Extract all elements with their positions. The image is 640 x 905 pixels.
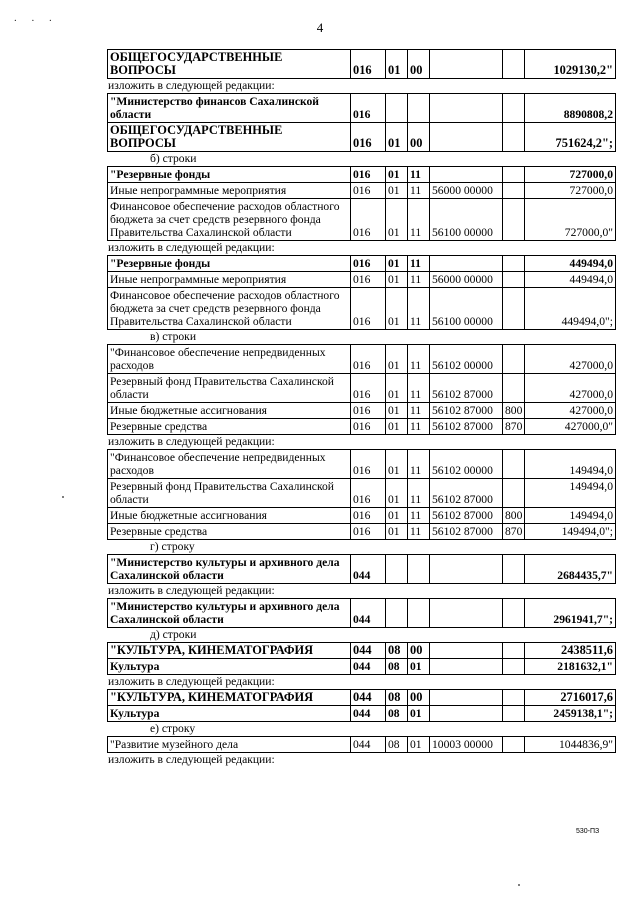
row-ministry-code: 016 [351, 167, 386, 183]
table-row [108, 288, 616, 330]
budget-amendments [107, 49, 615, 767]
row-expense-type [503, 50, 525, 79]
instruction-text: изложить в следующей редакции: [108, 79, 275, 92]
row-amount: 149494,0 [525, 450, 616, 479]
table-row [108, 690, 616, 706]
row-target-article: 56100 00000 [430, 288, 503, 330]
table-row [108, 419, 616, 435]
row-amount: 149494,0 [525, 508, 616, 524]
row-expense-type [503, 256, 525, 272]
row-amount: 2716017,6 [525, 690, 616, 706]
table-row [108, 479, 616, 508]
table-row [108, 643, 616, 659]
row-expense-type: 800 [503, 403, 525, 419]
row-name: Резервный фонд Правительства Сахалинской области [108, 479, 351, 508]
instruction-text: изложить в следующей редакции: [108, 753, 275, 766]
row-name: "Резервные фонды [108, 167, 351, 183]
table-row [108, 256, 616, 272]
instruction-text: б) строки [150, 152, 197, 165]
row-amount: 449494,0 [525, 272, 616, 288]
row-ministry-code: 016 [351, 256, 386, 272]
row-target-article [430, 555, 503, 584]
row-name: Резервные средства [108, 419, 351, 435]
table-row [108, 524, 616, 540]
row-section: 08 [386, 737, 408, 753]
row-subsection: 11 [408, 345, 430, 374]
instruction-text: в) строки [150, 330, 197, 343]
row-target-article [430, 167, 503, 183]
row-section [386, 599, 408, 628]
row-target-article: 56102 00000 [430, 450, 503, 479]
row-expense-type: 870 [503, 419, 525, 435]
instruction-text: изложить в следующей редакции: [108, 584, 275, 597]
row-section [386, 94, 408, 123]
row-section: 01 [386, 50, 408, 79]
row-subsection: 11 [408, 479, 430, 508]
table-row [108, 167, 616, 183]
row-section: 01 [386, 374, 408, 403]
row-subsection: 11 [408, 167, 430, 183]
row-subsection: 00 [408, 643, 430, 659]
row-ministry-code: 016 [351, 403, 386, 419]
row-ministry-code: 016 [351, 374, 386, 403]
row-section: 01 [386, 272, 408, 288]
row-subsection: 11 [408, 403, 430, 419]
row-subsection: 11 [408, 524, 430, 540]
row-expense-type [503, 706, 525, 722]
row-name: "КУЛЬТУРА, КИНЕМАТОГРАФИЯ [108, 643, 351, 659]
row-expense-type [503, 690, 525, 706]
instruction-text: г) строку [150, 540, 195, 553]
row-section: 08 [386, 706, 408, 722]
table-row [108, 50, 616, 79]
row-amount: 8890808,2 [525, 94, 616, 123]
table-row [108, 706, 616, 722]
row-name: Резервные средства [108, 524, 351, 540]
row-amount: 149494,0"; [525, 524, 616, 540]
row-amount: 427000,0 [525, 403, 616, 419]
row-subsection: 00 [408, 50, 430, 79]
row-amount: 149494,0 [525, 479, 616, 508]
row-target-article [430, 690, 503, 706]
row-amount: 727000,0 [525, 167, 616, 183]
budget-table [107, 166, 616, 241]
table-row [108, 450, 616, 479]
row-expense-type [503, 374, 525, 403]
row-subsection: 01 [408, 737, 430, 753]
table-row [108, 659, 616, 675]
scan-speck [518, 884, 520, 886]
table-row [108, 599, 616, 628]
table-row [108, 508, 616, 524]
row-name: Резервный фонд Правительства Сахалинской области [108, 374, 351, 403]
row-target-article: 56000 00000 [430, 183, 503, 199]
instruction-text: изложить в следующей редакции: [108, 241, 275, 254]
row-section: 01 [386, 450, 408, 479]
budget-table [107, 689, 616, 722]
row-section: 01 [386, 508, 408, 524]
budget-table [107, 598, 616, 628]
row-section: 01 [386, 479, 408, 508]
instruction-text: изложить в следующей редакции: [108, 675, 275, 688]
row-subsection [408, 94, 430, 123]
row-name: "Развитие музейного дела [108, 737, 351, 753]
row-name: Культура [108, 706, 351, 722]
budget-table [107, 255, 616, 330]
row-name: "Финансовое обеспечение непредвиденных расходов [108, 450, 351, 479]
row-ministry-code: 016 [351, 94, 386, 123]
row-section: 08 [386, 690, 408, 706]
row-subsection: 00 [408, 123, 430, 152]
budget-table [107, 642, 616, 675]
document-code: 530-ПЗ [576, 828, 600, 835]
row-name: Финансовое обеспечение расходов областного бюджета за счет средств резервного фонда Правительства Сахалинской области [108, 288, 351, 330]
row-ministry-code: 016 [351, 450, 386, 479]
row-expense-type: 870 [503, 524, 525, 540]
table-row [108, 272, 616, 288]
row-expense-type [503, 555, 525, 584]
row-target-article: 56102 00000 [430, 345, 503, 374]
row-subsection: 11 [408, 450, 430, 479]
row-expense-type [503, 94, 525, 123]
row-ministry-code: 016 [351, 524, 386, 540]
row-ministry-code: 016 [351, 123, 386, 152]
row-name: "Министерство культуры и архивного дела Сахалинской области [108, 555, 351, 584]
row-ministry-code: 016 [351, 479, 386, 508]
row-subsection: 01 [408, 706, 430, 722]
table-row [108, 555, 616, 584]
row-expense-type: 800 [503, 508, 525, 524]
budget-table [107, 93, 616, 152]
row-target-article: 56102 87000 [430, 403, 503, 419]
row-target-article [430, 659, 503, 675]
row-name: Иные непрограммные мероприятия [108, 183, 351, 199]
row-subsection: 11 [408, 419, 430, 435]
row-subsection: 00 [408, 690, 430, 706]
row-name: Иные непрограммные мероприятия [108, 272, 351, 288]
row-amount: 449494,0 [525, 256, 616, 272]
row-target-article [430, 94, 503, 123]
budget-table [107, 344, 616, 435]
row-ministry-code: 016 [351, 419, 386, 435]
row-target-article: 56102 87000 [430, 479, 503, 508]
row-target-article [430, 706, 503, 722]
row-target-article [430, 599, 503, 628]
row-ministry-code: 016 [351, 183, 386, 199]
row-subsection: 11 [408, 288, 430, 330]
row-subsection: 11 [408, 508, 430, 524]
row-subsection: 11 [408, 256, 430, 272]
row-expense-type [503, 183, 525, 199]
row-ministry-code: 044 [351, 555, 386, 584]
instruction-text: е) строку [150, 722, 196, 735]
row-subsection: 11 [408, 272, 430, 288]
row-amount: 2684435,7" [525, 555, 616, 584]
table-row [108, 374, 616, 403]
row-subsection: 11 [408, 199, 430, 241]
row-section: 01 [386, 167, 408, 183]
row-amount: 751624,2"; [525, 123, 616, 152]
instruction-text: д) строки [150, 628, 197, 641]
row-amount: 2961941,7"; [525, 599, 616, 628]
row-section: 01 [386, 256, 408, 272]
row-name: Финансовое обеспечение расходов областного бюджета за счет средств резервного фонда Правительства Сахалинской области [108, 199, 351, 241]
row-name: Культура [108, 659, 351, 675]
row-ministry-code: 044 [351, 690, 386, 706]
row-expense-type [503, 599, 525, 628]
row-expense-type [503, 272, 525, 288]
row-expense-type [503, 199, 525, 241]
row-section: 01 [386, 345, 408, 374]
budget-table [107, 554, 616, 584]
row-expense-type [503, 737, 525, 753]
row-name: "Резервные фонды [108, 256, 351, 272]
row-amount: 1044836,9" [525, 737, 616, 753]
row-name: Иные бюджетные ассигнования [108, 403, 351, 419]
row-name: "КУЛЬТУРА, КИНЕМАТОГРАФИЯ [108, 690, 351, 706]
row-subsection [408, 599, 430, 628]
row-target-article: 56100 00000 [430, 199, 503, 241]
row-section: 01 [386, 183, 408, 199]
table-row [108, 123, 616, 152]
row-expense-type [503, 659, 525, 675]
table-row [108, 403, 616, 419]
row-amount: 427000,0" [525, 419, 616, 435]
row-expense-type [503, 345, 525, 374]
row-amount: 727000,0" [525, 199, 616, 241]
row-target-article: 56000 00000 [430, 272, 503, 288]
row-amount: 449494,0"; [525, 288, 616, 330]
row-target-article [430, 643, 503, 659]
row-name: ОБЩЕГОСУДАРСТВЕННЫЕ ВОПРОСЫ [108, 50, 351, 79]
row-amount: 1029130,2" [525, 50, 616, 79]
scan-speck [62, 496, 64, 498]
row-ministry-code: 044 [351, 599, 386, 628]
row-ministry-code: 016 [351, 508, 386, 524]
row-name: ОБЩЕГОСУДАРСТВЕННЫЕ ВОПРОСЫ [108, 123, 351, 152]
table-row [108, 94, 616, 123]
row-target-article: 56102 87000 [430, 374, 503, 403]
row-ministry-code: 016 [351, 199, 386, 241]
row-ministry-code: 016 [351, 272, 386, 288]
budget-table [107, 449, 616, 540]
row-name: "Министерство культуры и архивного дела Сахалинской области [108, 599, 351, 628]
row-target-article: 56102 87000 [430, 508, 503, 524]
row-amount: 427000,0 [525, 374, 616, 403]
row-expense-type [503, 450, 525, 479]
row-subsection: 01 [408, 659, 430, 675]
row-subsection: 11 [408, 183, 430, 199]
instruction-text: изложить в следующей редакции: [108, 435, 275, 448]
row-section: 08 [386, 659, 408, 675]
row-expense-type [503, 123, 525, 152]
row-name: Иные бюджетные ассигнования [108, 508, 351, 524]
row-ministry-code: 044 [351, 659, 386, 675]
row-section: 01 [386, 123, 408, 152]
table-row [108, 199, 616, 241]
row-section [386, 555, 408, 584]
row-section: 01 [386, 288, 408, 330]
row-target-article: 10003 00000 [430, 737, 503, 753]
row-amount: 427000,0 [525, 345, 616, 374]
row-ministry-code: 044 [351, 737, 386, 753]
row-name: "Финансовое обеспечение непредвиденных расходов [108, 345, 351, 374]
row-amount: 2181632,1" [525, 659, 616, 675]
row-ministry-code: 016 [351, 288, 386, 330]
row-section: 08 [386, 643, 408, 659]
budget-table [107, 49, 616, 79]
page-number: 4 [316, 20, 324, 35]
row-ministry-code: 044 [351, 706, 386, 722]
row-subsection [408, 555, 430, 584]
row-ministry-code: 016 [351, 50, 386, 79]
table-row [108, 183, 616, 199]
row-expense-type [503, 643, 525, 659]
row-section: 01 [386, 403, 408, 419]
row-target-article: 56102 87000 [430, 524, 503, 540]
row-target-article [430, 123, 503, 152]
table-row [108, 737, 616, 753]
row-ministry-code: 044 [351, 643, 386, 659]
row-amount: 2459138,1"; [525, 706, 616, 722]
row-target-article [430, 256, 503, 272]
row-target-article [430, 50, 503, 79]
table-row [108, 345, 616, 374]
row-amount: 2438511,6 [525, 643, 616, 659]
row-name: "Министерство финансов Сахалинской области [108, 94, 351, 123]
row-expense-type [503, 288, 525, 330]
budget-table [107, 736, 616, 753]
row-section: 01 [386, 524, 408, 540]
row-section: 01 [386, 199, 408, 241]
corner-marks: . . . [14, 12, 58, 24]
row-target-article: 56102 87000 [430, 419, 503, 435]
row-section: 01 [386, 419, 408, 435]
row-ministry-code: 016 [351, 345, 386, 374]
row-expense-type [503, 167, 525, 183]
row-expense-type [503, 479, 525, 508]
row-subsection: 11 [408, 374, 430, 403]
row-amount: 727000,0 [525, 183, 616, 199]
